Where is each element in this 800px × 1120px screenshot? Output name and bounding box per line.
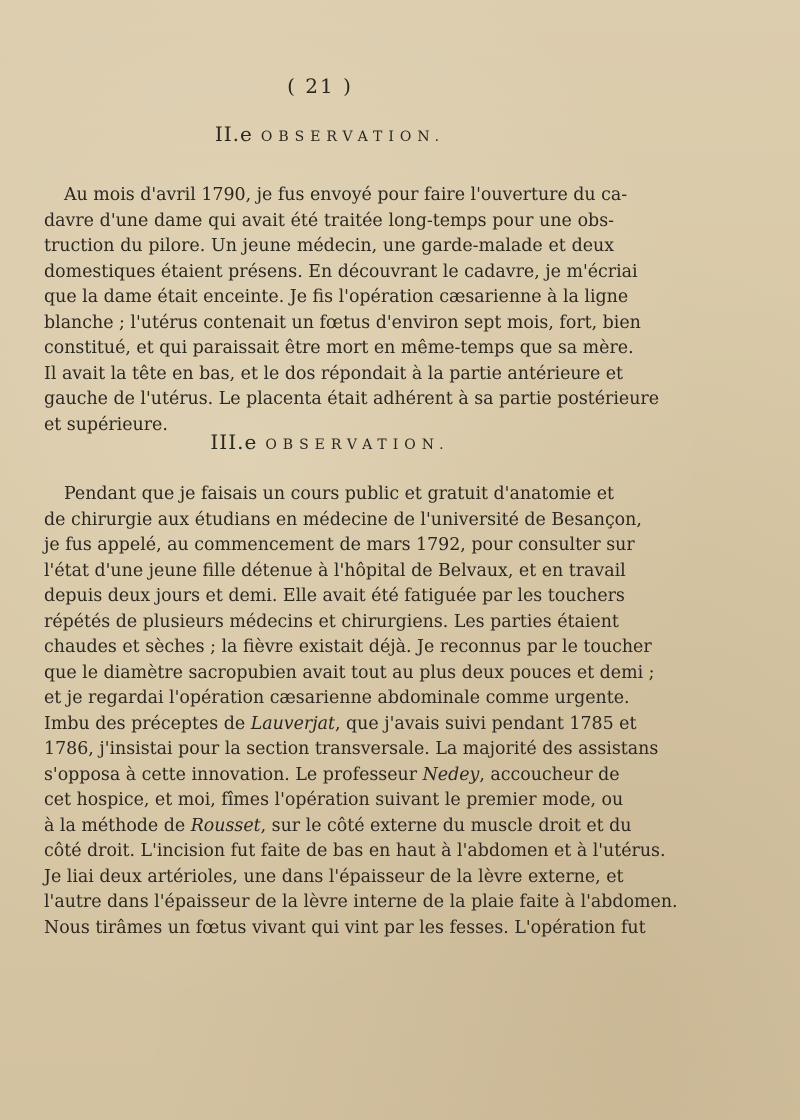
text-line: côté droit. L'incision fut faite de bas en haut à l'abdomen et à l'utérus. xyxy=(44,841,666,861)
text-line: Au mois d'avril 1790, je fus envoyé pour faire l'ouverture du ca- xyxy=(64,185,628,205)
text-line xyxy=(44,814,632,840)
line-text: Imbu des préceptes de xyxy=(44,713,251,734)
text-line: 1786, j'insistai pour la section transversale. La majorité des assistans xyxy=(44,739,659,759)
text-line: que le diamètre sacropubien avait tout au plus deux pouces et demi ; xyxy=(44,662,655,683)
observation-3-heading xyxy=(0,430,660,454)
text-line: blanche ; l'utérus contenait un fœtus d'environ sept mois, fort, bien xyxy=(44,312,641,333)
observation-2-heading xyxy=(0,122,660,146)
observation-2-title: OBSERVATION. xyxy=(260,129,446,145)
text-line: répétés de plusieurs médecins et chirurgiens. Les parties étaient xyxy=(44,611,619,632)
author-name-nedey: Nedey xyxy=(422,764,480,785)
text-line: de chirurgie aux étudians en médecine de l'université de Besançon, xyxy=(44,509,642,530)
text-line: davre d'une dame qui avait été traitée long-temps pour une obs- xyxy=(44,210,614,231)
line-text: à la méthode de xyxy=(44,815,191,836)
text-line: domestiques étaient présens. En découvrant le cadavre, je m'écriai xyxy=(44,261,638,282)
observation-3-paragraph xyxy=(44,482,678,941)
observation-2-paragraph xyxy=(44,183,659,438)
text-line: Il avait la tête en bas, et le dos répondait à la partie antérieure et xyxy=(44,363,624,384)
observation-3-number: III.e xyxy=(210,430,258,454)
author-name-lauverjat: Lauverjat xyxy=(250,713,335,734)
text-line: l'autre dans l'épaisseur de la lèvre interne de la plaie faite à l'abdomen. xyxy=(44,892,678,912)
text-line: que la dame était enceinte. Je fis l'opération cæsarienne à la ligne xyxy=(44,287,629,307)
text-line: constitué, et qui paraissait être mort en même-temps que sa mère. xyxy=(44,338,634,358)
text-line: je fus appelé, au commencement de mars 1792, pour consulter sur xyxy=(44,535,635,555)
text-line xyxy=(44,712,637,738)
text-line: truction du pilore. Un jeune médecin, une garde-malade et deux xyxy=(44,236,614,256)
text-line: Pendant que je faisais un cours public et gratuit d'anatomie et xyxy=(64,484,614,504)
observation-2-number: II.e xyxy=(214,122,253,146)
page-number: ( 21 ) xyxy=(287,74,353,98)
text-line: depuis deux jours et demi. Elle avait été fatiguée par les touchers xyxy=(44,586,625,606)
text-line: cet hospice, et moi, fîmes l'opération suivant le premier mode, ou xyxy=(44,790,624,810)
text-line: Nous tirâmes un fœtus vivant qui vint par les fesses. L'opération fut xyxy=(44,917,646,938)
text-line: et je regardai l'opération cæsarienne abdominale comme urgente. xyxy=(44,688,630,708)
text-line: l'état d'une jeune fille détenue à l'hôpital de Belvaux, et en travail xyxy=(44,560,626,581)
author-name-rousset: Rousset xyxy=(190,815,261,836)
line-text: , accoucheur de xyxy=(479,764,620,785)
text-line: et supérieure. xyxy=(44,414,168,435)
line-text: , que j'avais suivi pendant 1785 et xyxy=(334,713,637,734)
line-text: s'opposa à cette innovation. Le professeur xyxy=(44,764,423,785)
text-line: gauche de l'utérus. Le placenta était adhérent à sa partie postérieure xyxy=(44,389,659,409)
observation-3-title: OBSERVATION. xyxy=(265,437,450,453)
text-line: chaudes et sèches ; la fièvre existait déjà. Je reconnus par le toucher xyxy=(44,637,652,657)
text-line xyxy=(44,763,620,789)
line-text: , sur le côté externe du muscle droit et du xyxy=(260,815,632,836)
text-line: Je liai deux artérioles, une dans l'épaisseur de la lèvre externe, et xyxy=(44,866,624,887)
